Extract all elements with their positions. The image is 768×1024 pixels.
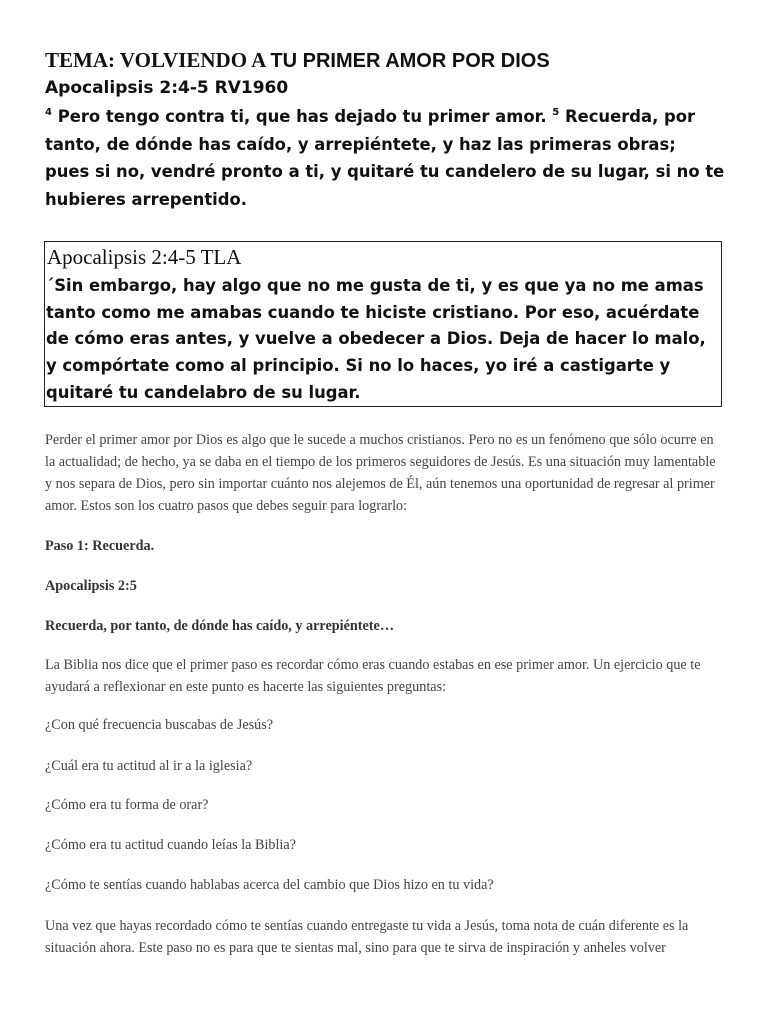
- page-title: [45, 46, 745, 75]
- title-part-1: TEMA: VOLVIENDO A: [45, 48, 271, 72]
- step-1-quote: Recuerda, por tanto, de dónde has caído, y arrepiéntete…: [45, 618, 395, 634]
- intro-paragraph: Perder el primer amor por Dios es algo que le sucede a muchos cristianos. Pero no es un fenómeno que sólo ocurre en la actualidad; de hecho, ya se daba en el tiempo de los primeros seguidores de Jesús. Es una situación muy lamentable y nos separa de Dios, pero sin importar cuánto nos alejemos de Él, aún tenemos una oportunidad de regresar al primer amor. Estos son los cuatro pasos que debes seguir para lograrlo:: [45, 432, 716, 514]
- step-1-title: Paso 1: Recuerda.: [45, 538, 155, 554]
- question-item: ¿Cómo era tu actitud cuando leías la Biblia?: [45, 837, 296, 853]
- title-part-2: TU PRIMER AMOR POR DIOS: [270, 50, 550, 72]
- verse-rv1960: [45, 103, 725, 213]
- verse-tla: ´Sin embargo, hay algo que no me gusta de ti, y es que ya no me amas tanto como me amabas cuando te hiciste cristiano. Por eso, acuérdate de cómo eras antes, y vuelve a obedecer a Dios. Deja de hacer lo malo, y compórtate como al principio. Si no lo haces, yo iré a castigarte y quitaré tu candelabro de su lugar.: [46, 276, 706, 402]
- reference-rv1960: Apocalipsis 2:4-5 RV1960: [45, 78, 289, 98]
- question-item: ¿Cómo era tu forma de orar?: [45, 797, 209, 813]
- question-item: ¿Cómo te sentías cuando hablabas acerca del cambio que Dios hizo en tu vida?: [45, 877, 494, 893]
- tla-verse-box: [44, 241, 722, 407]
- question-item: ¿Cuál era tu actitud al ir a la iglesia?: [45, 758, 253, 774]
- reference-tla: Apocalipsis 2:4-5 TLA: [47, 245, 242, 269]
- verse-number-5: 5: [552, 107, 560, 118]
- closing-paragraph: Una vez que hayas recordado cómo te sentías cuando entregaste tu vida a Jesús, toma nota de cuán diferente es la situación ahora. Este paso no es para que te sientas mal, sino para que te sirva de inspiración y anheles volver: [45, 918, 689, 956]
- verse-text-4: Pero tengo contra ti, que has dejado tu primer amor.: [57, 107, 547, 126]
- verse-number-4: 4: [45, 107, 52, 118]
- step-1-reference: Apocalipsis 2:5: [45, 578, 137, 594]
- step-1-paragraph: La Biblia nos dice que el primer paso es recordar cómo eras cuando estabas en ese primer amor. Un ejercicio que te ayudará a reflexionar en este punto es hacerte las siguientes preguntas:: [45, 657, 701, 695]
- verse-text-5: Recuerda, por tanto, de dónde has caído, y arrepiéntete, y haz las primeras obras; pues si no, vendré pronto a ti, y quitaré tu candelero de su lugar, si no te hubieres arrepentido.: [45, 107, 725, 209]
- question-item: ¿Con qué frecuencia buscabas de Jesús?: [45, 717, 274, 733]
